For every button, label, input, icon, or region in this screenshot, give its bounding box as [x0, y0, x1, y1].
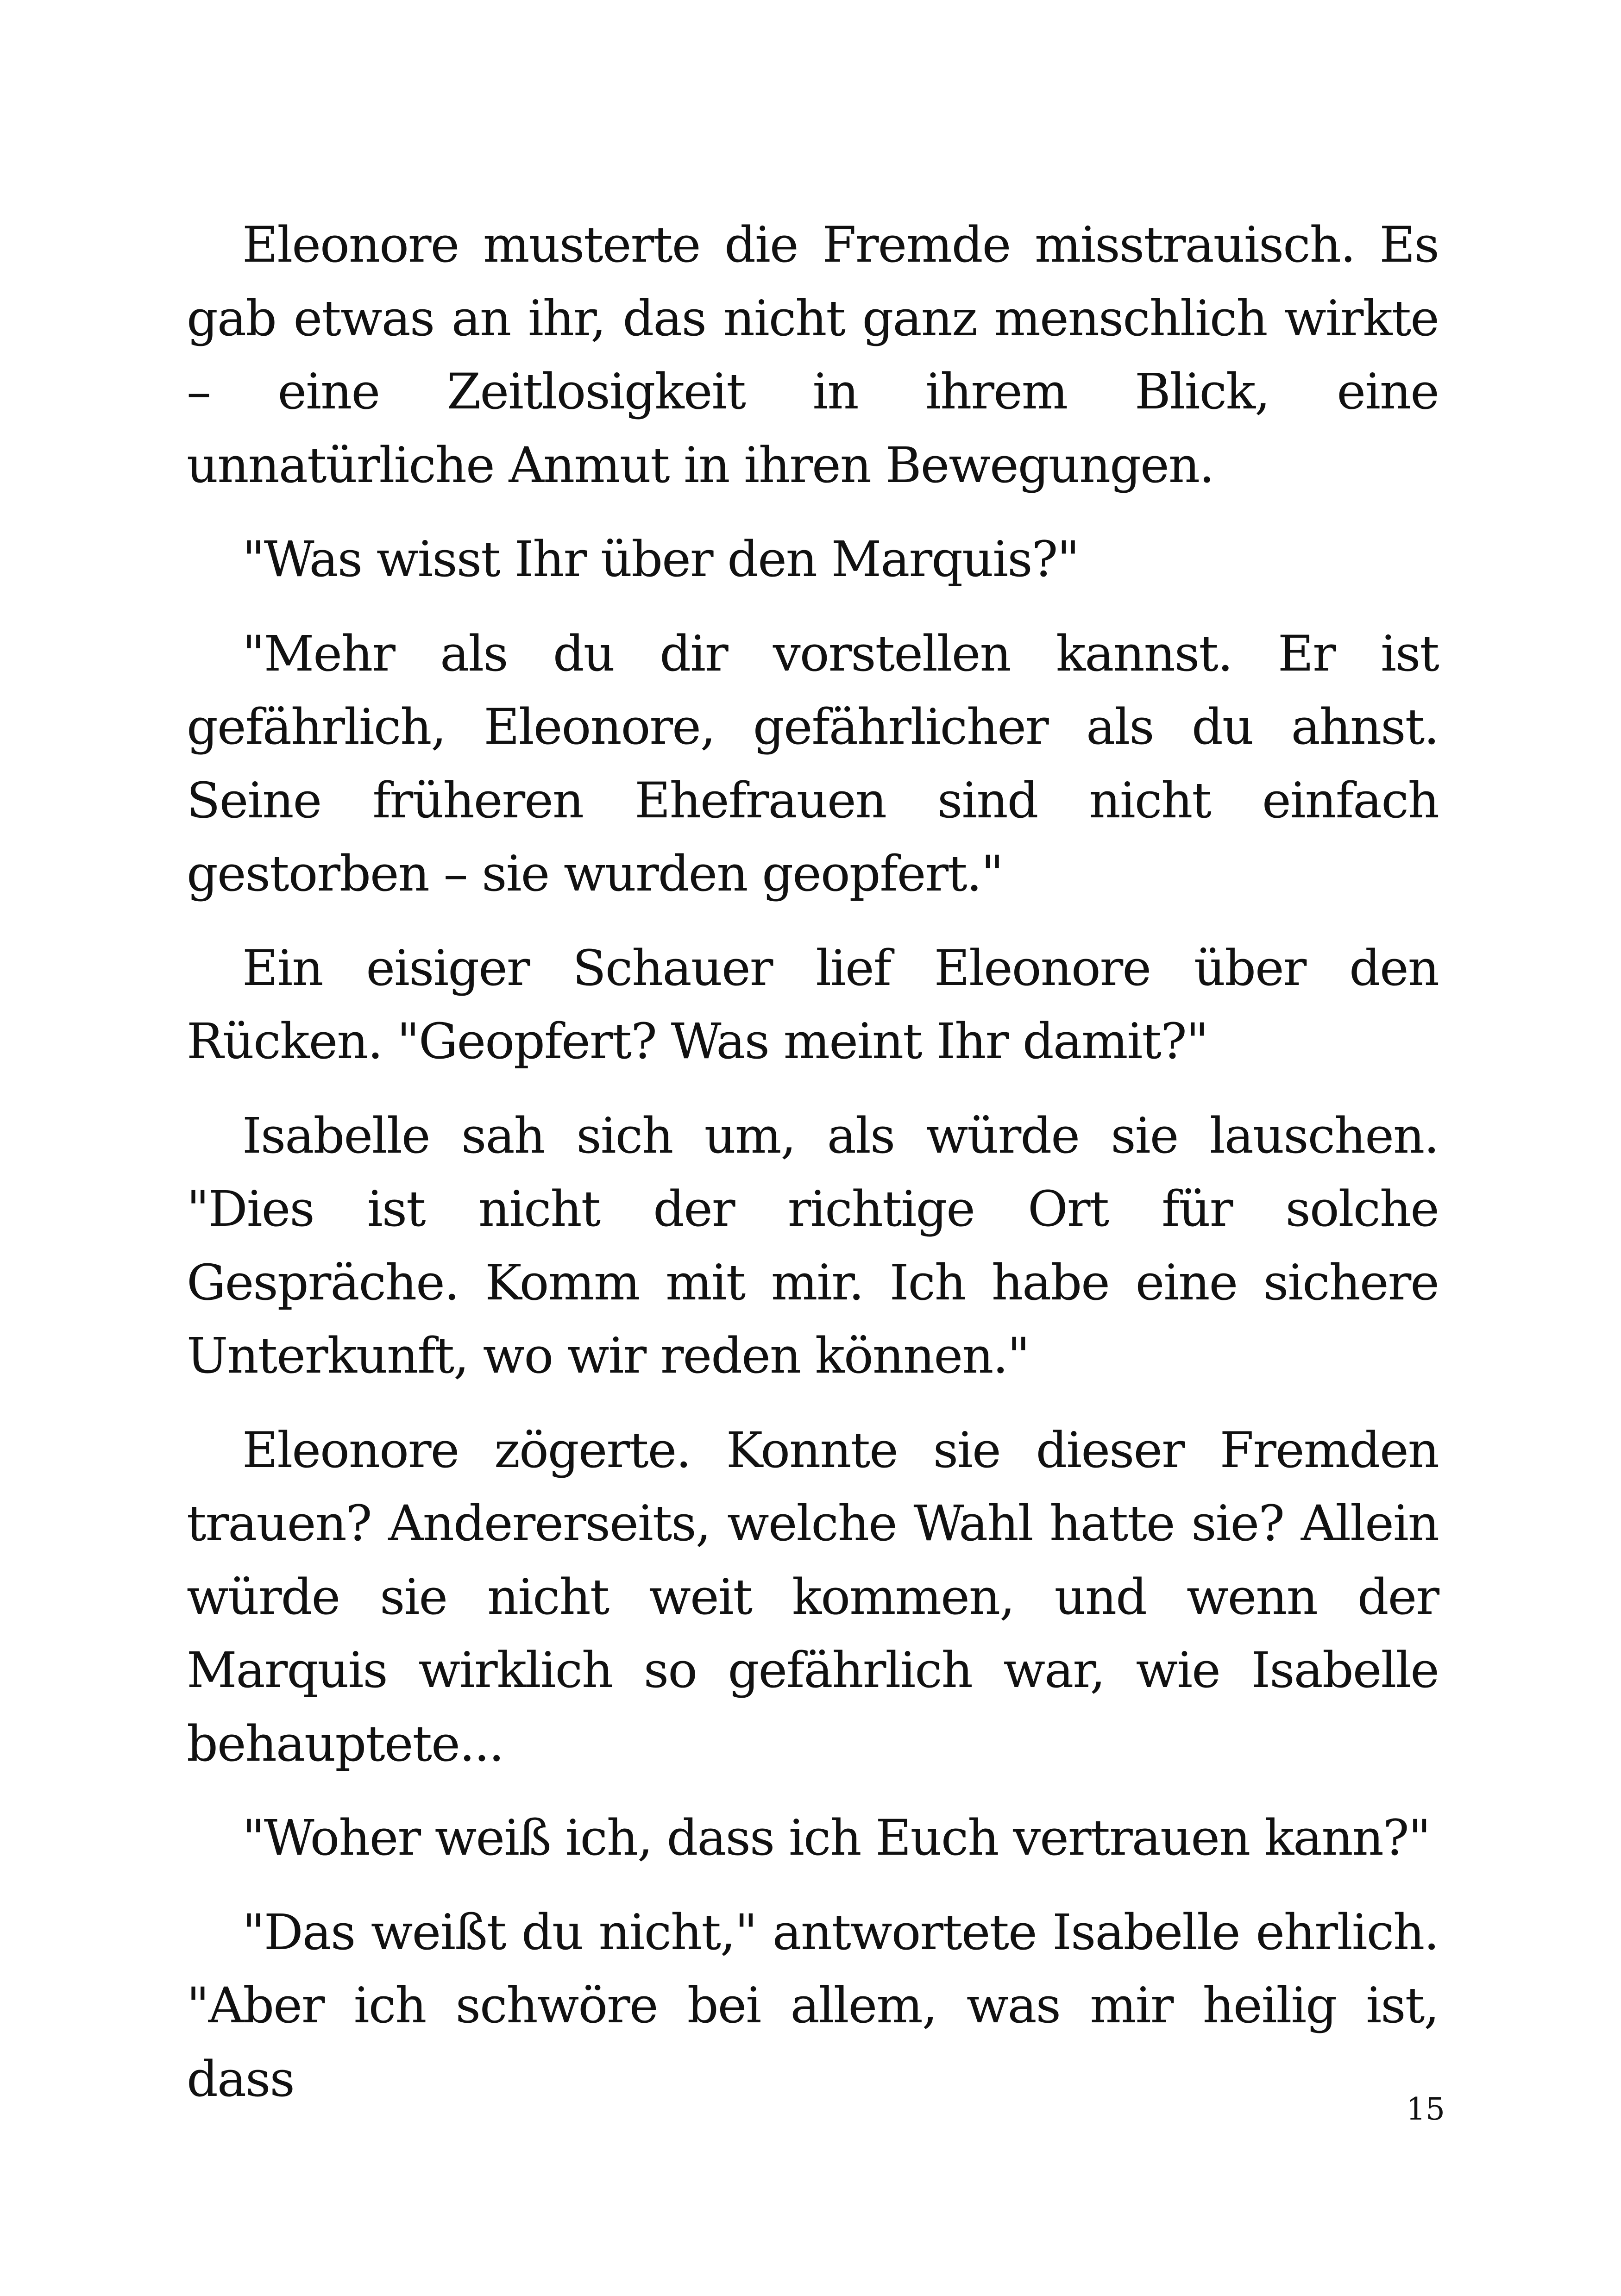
paragraph: Ein eisiger Schauer lief Eleonore über den Rücken. "Geopfert? Was meint Ihr damit?" [187, 939, 1439, 1070]
paragraph: Eleonore zögerte. Konnte sie dieser Fremden trauen? Andererseits, welche Wahl hatte sie? Allein würde sie nicht weit kommen, und wenn der Marquis wirklich so gefährlich war, wie Isabelle behauptete... [187, 1421, 1439, 1772]
paragraph: "Woher weiß ich, dass ich Euch vertrauen kann?" [242, 1809, 1430, 1866]
page-number: 15 [1406, 2091, 1445, 2127]
paragraph: Isabelle sah sich um, als würde sie lauschen. "Dies ist nicht der richtige Ort für solche Gespräche. Komm mit mir. Ich habe eine sichere Unterkunft, wo wir reden können." [187, 1107, 1439, 1384]
paragraph: "Was wisst Ihr über den Marquis?" [242, 531, 1079, 588]
body-text [187, 208, 1439, 2137]
paragraph: "Mehr als du dir vorstellen kannst. Er ist gefährlich, Eleonore, gefährlicher als du ahnst. Seine früheren Ehefrauen sind nicht einfach gestorben – sie wurden geopfert." [187, 625, 1439, 902]
paragraph: "Das weißt du nicht," antwortete Isabelle ehrlich. "Aber ich schwöre bei allem, was mir heilig ist, dass [187, 1903, 1439, 2108]
paragraph: Eleonore musterte die Fremde misstrauisch. Es gab etwas an ihr, das nicht ganz menschlich wirkte – eine Zeitlosigkeit in ihrem Blick, eine unnatürliche Anmut in ihren Bewegungen. [187, 216, 1439, 494]
